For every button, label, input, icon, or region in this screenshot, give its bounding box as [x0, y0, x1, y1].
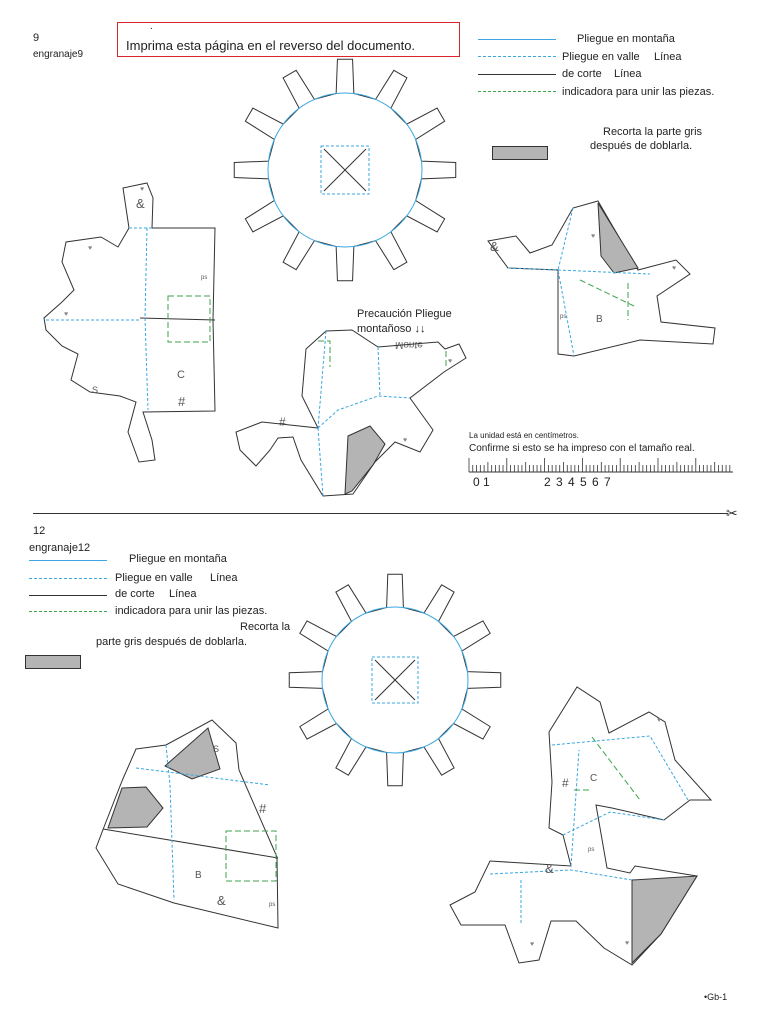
bottom-legend-line-word-1: Línea	[210, 572, 238, 584]
legend-valley-label: Pliegue en valle	[562, 51, 640, 63]
gear-top	[234, 59, 455, 280]
heart-icon: ♥	[88, 245, 93, 252]
top-left-piece-c	[44, 183, 215, 462]
bottom-part-code: engranaje12	[29, 542, 91, 554]
bottom-legend-line-word-2: Línea	[169, 588, 197, 600]
label-bottom-right-amp: &	[545, 861, 554, 876]
label-top-left-c: C	[177, 369, 185, 381]
ruler-label: 5	[580, 475, 587, 489]
top-right-piece-b	[488, 201, 715, 356]
bottom-legend-guide: indicadora para unir las piezas.	[115, 605, 268, 617]
caution-text: montañoso	[357, 323, 412, 335]
confirm-size-note: Confirme si esto se ha impreso con el tamaño real.	[469, 443, 695, 454]
ruler-label: 1	[483, 475, 490, 489]
bottom-page-number: 12	[33, 525, 46, 537]
label-bottom-left-amp: &	[217, 893, 226, 908]
footer-page-code: •Gb-1	[704, 992, 728, 1002]
label-bottom-right-ps: ps	[588, 847, 595, 853]
ruler-label: 4	[568, 475, 575, 489]
heart-icon-marks	[64, 186, 676, 948]
legend-cut-label: de corte	[562, 68, 602, 80]
label-top-left-ps: ps	[201, 275, 208, 281]
top-gray-note-2: después de doblarla.	[590, 140, 693, 152]
legend-line-word-1: Línea	[654, 51, 682, 63]
bottom-gray-note-1: Recorta la	[240, 621, 291, 633]
legend-mountain-label: Pliegue en montaña	[577, 33, 675, 45]
bottom-legend-cut: de corte	[115, 588, 155, 600]
label-top-left-hash: #	[178, 394, 186, 409]
heart-icon: ♥	[591, 233, 596, 240]
label-top-right-amp: &	[490, 239, 499, 254]
legend-line-word-2: Línea	[614, 68, 642, 80]
label-top-mid-hash: #	[279, 415, 286, 429]
piece-labels	[92, 196, 603, 908]
ruler-label: 0	[473, 475, 480, 489]
heart-icon: ♥	[403, 437, 408, 444]
label-bottom-left-hash: #	[259, 801, 267, 816]
legend-guide-label: indicadora para unir las piezas.	[562, 86, 715, 98]
gear-bottom	[289, 574, 501, 786]
bottom-gray-note-2: parte gris después de doblarla.	[96, 636, 248, 648]
heart-icon: ♥	[64, 311, 69, 318]
top-gray-note-1: Recorta la parte gris	[603, 126, 703, 138]
mirrored-monte-label: Monte	[395, 339, 423, 350]
heart-icon: ♥	[530, 941, 535, 948]
heart-icon: ♥	[140, 186, 145, 193]
ruler-label: 3	[556, 475, 563, 489]
unit-note: La unidad está en centímetros.	[469, 431, 579, 440]
heart-icon: ♥	[657, 717, 662, 724]
label-bottom-left-ps: ps	[269, 902, 276, 908]
ruler-label: 7	[604, 475, 611, 489]
heart-icon: ♥	[448, 358, 453, 365]
label-bottom-right-hash: #	[562, 776, 569, 790]
label-bottom-left-b: B	[195, 870, 202, 881]
label-top-right-b: B	[596, 314, 603, 325]
heart-icon: ♥	[625, 940, 630, 947]
label-top-left-s: S	[92, 385, 99, 395]
warning-dot: .	[150, 21, 153, 32]
bottom-left-piece-b	[96, 720, 278, 928]
label-top-right-ps: ps	[560, 314, 567, 320]
caution-line-1: Precaución Pliegue	[357, 308, 452, 320]
print-warning-text: Imprima esta página en el reverso del documento.	[126, 38, 416, 53]
caution-arrows: ↓↓	[414, 323, 426, 335]
label-bottom-left-s: S	[213, 744, 220, 754]
ruler-label: 6	[592, 475, 599, 489]
scissors-icon: ✂	[726, 505, 738, 521]
ruler-label: 2	[544, 475, 551, 489]
bottom-legend-mountain: Pliegue en montaña	[129, 553, 227, 565]
top-middle-piece	[236, 330, 466, 496]
top-part-code: engranaje9	[33, 49, 84, 60]
label-top-left-amp: &	[136, 196, 145, 211]
heart-icon: ♥	[672, 265, 677, 272]
bottom-legend-valley: Pliegue en valle	[115, 572, 193, 584]
top-page-number: 9	[33, 32, 40, 44]
label-bottom-right-c: C	[590, 773, 598, 784]
